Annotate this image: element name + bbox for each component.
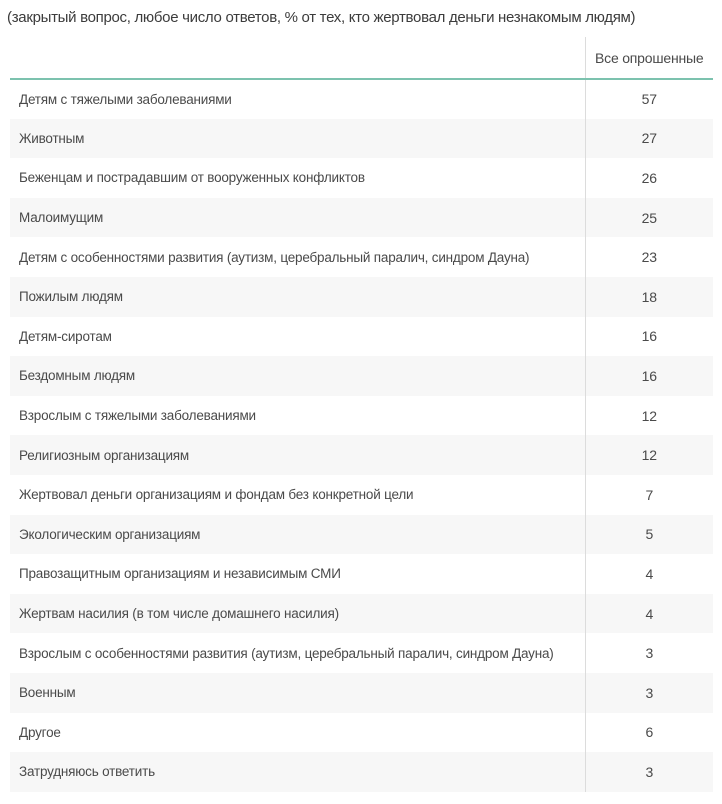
table-row bbox=[10, 277, 713, 317]
table-row bbox=[10, 752, 713, 792]
row-value: 16 bbox=[585, 317, 713, 357]
row-label: Детям-сиротам bbox=[19, 328, 112, 344]
table-row bbox=[10, 198, 713, 238]
label-column-header bbox=[10, 37, 585, 79]
row-value: 6 bbox=[585, 713, 713, 753]
row-label: Взрослым с особенностями развития (аутизм, церебральный паралич, синдром Дауна) bbox=[19, 645, 554, 661]
row-label: Жертвовал деньги организациям и фондам без конкретной цели bbox=[19, 487, 414, 503]
table-row bbox=[10, 633, 713, 673]
table-row bbox=[10, 396, 713, 436]
row-label: Взрослым с тяжелыми заболеваниями bbox=[19, 408, 256, 424]
row-value: 7 bbox=[585, 475, 713, 515]
table-row bbox=[10, 475, 713, 515]
table-row bbox=[10, 158, 713, 198]
row-value: 3 bbox=[585, 633, 713, 673]
row-value: 57 bbox=[585, 79, 713, 119]
table-header bbox=[10, 37, 713, 79]
row-label: Животным bbox=[19, 130, 85, 146]
row-value: 26 bbox=[585, 158, 713, 198]
table-row bbox=[10, 237, 713, 277]
row-value: 12 bbox=[585, 435, 713, 475]
table-row bbox=[10, 515, 713, 555]
row-value: 3 bbox=[585, 673, 713, 713]
table-row bbox=[10, 317, 713, 357]
table-row bbox=[10, 554, 713, 594]
row-label: Военным bbox=[19, 685, 76, 701]
row-value: 23 bbox=[585, 237, 713, 277]
row-value: 18 bbox=[585, 277, 713, 317]
table-body bbox=[10, 79, 713, 792]
table-row bbox=[10, 594, 713, 634]
row-value: 16 bbox=[585, 356, 713, 396]
row-value: 3 bbox=[585, 752, 713, 792]
row-value: 27 bbox=[585, 119, 713, 159]
row-label: Пожилым людям bbox=[19, 289, 123, 305]
row-label: Беженцам и пострадавшим от вооруженных конфликтов bbox=[19, 170, 365, 186]
row-label: Детям с особенностями развития (аутизм, церебральный паралич, синдром Дауна) bbox=[19, 249, 530, 265]
row-value: 5 bbox=[585, 515, 713, 555]
row-label: Правозащитным организациям и независимым СМИ bbox=[19, 566, 341, 582]
table-row bbox=[10, 435, 713, 475]
row-value: 12 bbox=[585, 396, 713, 436]
table-row bbox=[10, 673, 713, 713]
table-row bbox=[10, 119, 713, 159]
row-label: Малоимущим bbox=[19, 210, 104, 226]
table-row bbox=[10, 713, 713, 753]
row-value: 25 bbox=[585, 198, 713, 238]
table-row bbox=[10, 356, 713, 396]
row-label: Жертвам насилия (в том числе домашнего насилия) bbox=[19, 606, 339, 622]
row-value: 4 bbox=[585, 594, 713, 634]
row-label: Экологическим организациям bbox=[19, 526, 201, 542]
value-column-header: Все опрошенные bbox=[585, 37, 713, 79]
row-label: Религиозным организациям bbox=[19, 447, 190, 463]
row-label: Затрудняюсь ответить bbox=[19, 764, 155, 780]
page-title: (закрытый вопрос, любое число ответов, % от тех, кто жертвовал деньги незнакомым людям) bbox=[7, 9, 636, 26]
table-header-row bbox=[10, 37, 713, 79]
table-row bbox=[10, 79, 713, 119]
row-label: Другое bbox=[19, 724, 61, 740]
row-label: Детям с тяжелыми заболеваниями bbox=[19, 91, 232, 107]
row-label: Бездомным людям bbox=[19, 368, 135, 384]
row-value: 4 bbox=[585, 554, 713, 594]
results-table bbox=[10, 37, 713, 792]
